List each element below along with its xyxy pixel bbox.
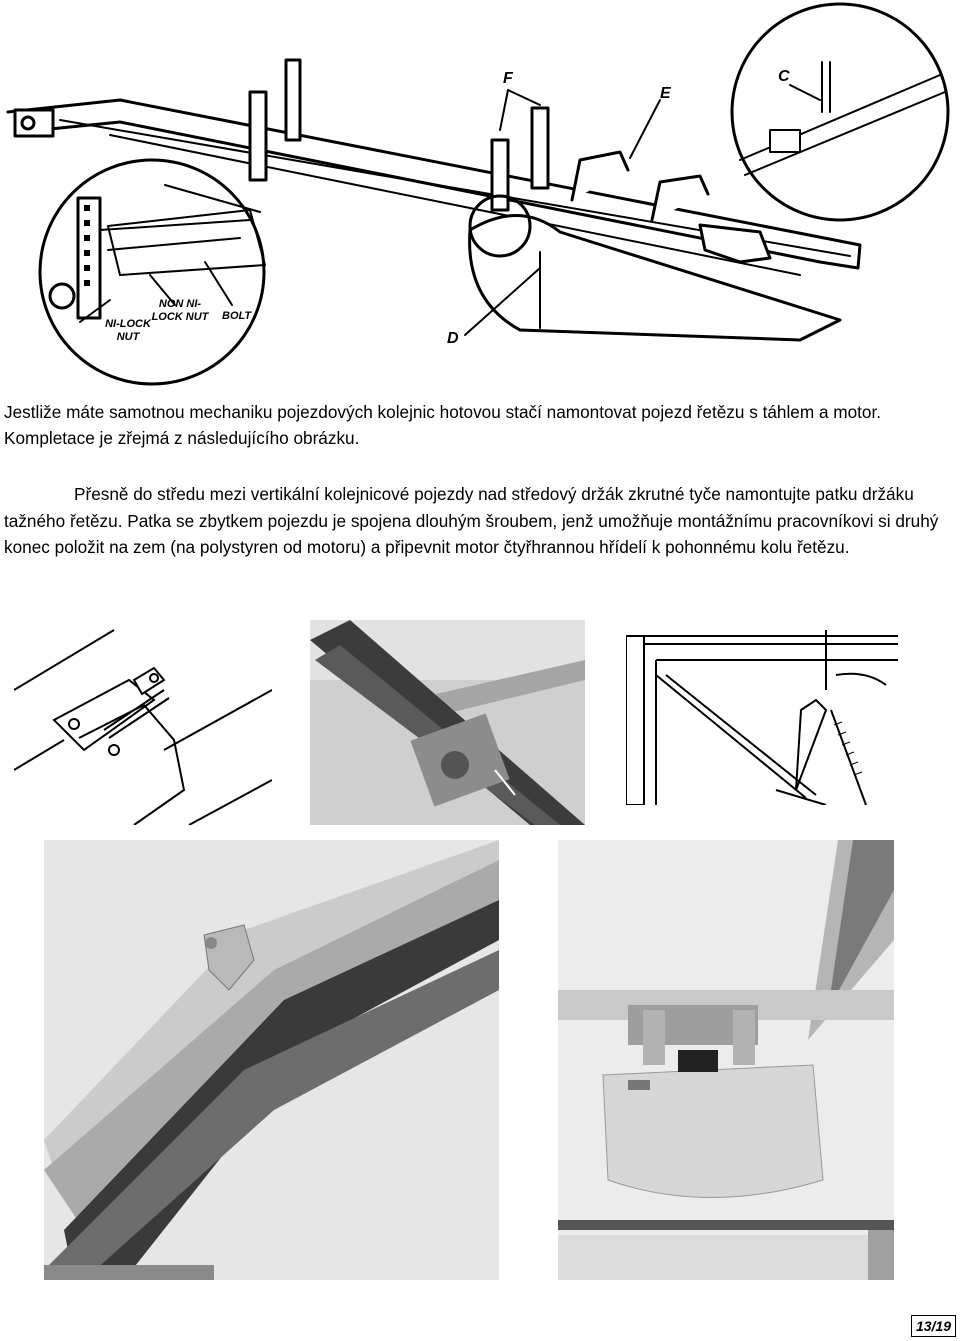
label-f: F xyxy=(503,70,513,87)
rail-assembly-diagram xyxy=(0,0,960,390)
instruction-paragraph xyxy=(4,481,954,561)
bracket-sketch xyxy=(14,620,272,825)
intro-paragraph: Jestliže máte samotnou mechaniku pojezdových kolejnic hotovou stačí namontovat pojezd řetězu s táhlem a motor. Kompletace je zřejmá z následujícího obrázku. xyxy=(4,402,882,448)
label-c: C xyxy=(778,68,790,85)
label-d: D xyxy=(447,330,459,347)
label-non-ni-lock-nut: NON NI-LOCK NUT xyxy=(151,298,209,323)
chain-tension-sketch xyxy=(626,630,898,805)
torsion-bar-photo xyxy=(310,620,585,825)
instruction-text: Přesně do středu mezi vertikální kolejnicové pojezdy nad středový držák zkrutné tyče namontujte patku držáku tažného řetězu. Patka se zbytkem pojezdu je spojena dlouhým šroubem, jenž umožňuje montážnímu pracovníkovi si druhý konec položit na zem (na polystyren od motoru) a připevnit motor čtyřhrannou hřídelí k pohonnému kolu řetězu. xyxy=(4,484,939,557)
label-e: E xyxy=(660,85,671,102)
rail-ceiling-photo xyxy=(44,840,499,1280)
page-number: 13/19 xyxy=(911,1315,956,1337)
label-bolt: BOLT xyxy=(222,310,252,322)
motor-unit-photo xyxy=(558,840,894,1280)
label-ni-lock-nut: NI-LOCK NUT xyxy=(105,318,151,343)
